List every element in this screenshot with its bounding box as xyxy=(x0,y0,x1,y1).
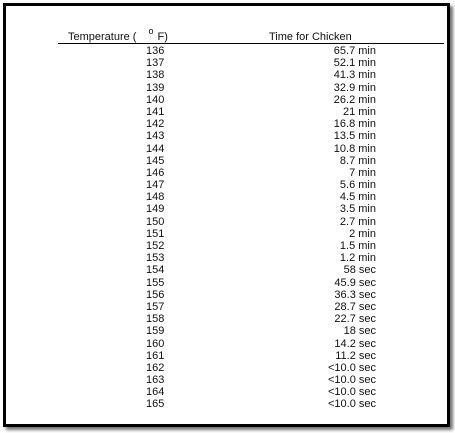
table-row xyxy=(58,191,444,203)
time-cell: 4.5 min xyxy=(339,191,376,204)
time-cell: 28.7 sec xyxy=(334,300,376,313)
temperature-cell: 137 xyxy=(146,57,165,70)
table-header xyxy=(58,27,444,44)
table-row xyxy=(58,216,444,228)
temperature-cell: 148 xyxy=(146,191,165,204)
time-cell: 32.9 min xyxy=(333,81,376,94)
time-cell: <10.0 sec xyxy=(327,374,376,387)
table-row xyxy=(58,228,444,240)
temperature-cell: 155 xyxy=(146,276,165,289)
temperature-cell: 158 xyxy=(146,313,165,326)
time-cell: 8.7 min xyxy=(339,154,376,167)
time-cell: 18 sec xyxy=(343,325,376,338)
table-row xyxy=(58,289,444,301)
time-cell: 26.2 min xyxy=(333,93,376,106)
temperature-cell: 140 xyxy=(146,93,165,106)
temperature-column-header xyxy=(68,26,168,43)
temperature-cell: 136 xyxy=(146,45,165,57)
cooking-time-table xyxy=(58,27,444,411)
table-row xyxy=(58,240,444,252)
temperature-cell: 154 xyxy=(146,264,165,277)
temperature-header-suffix: F) xyxy=(157,31,168,43)
time-cell: 22.7 sec xyxy=(334,313,376,326)
temperature-cell: 162 xyxy=(146,361,165,374)
table-row xyxy=(58,338,444,350)
table-row xyxy=(58,374,444,386)
time-cell: <10.0 sec xyxy=(327,361,376,374)
document-frame xyxy=(3,3,450,427)
time-cell: 5.6 min xyxy=(339,179,376,192)
table-row xyxy=(58,57,444,69)
table-body xyxy=(58,45,444,411)
temperature-cell: 159 xyxy=(146,325,165,338)
time-cell: 45.9 sec xyxy=(334,276,376,289)
temperature-cell: 164 xyxy=(146,386,165,399)
time-cell: 7 min xyxy=(349,166,376,179)
table-row xyxy=(58,45,444,57)
table-row xyxy=(58,386,444,398)
time-cell: 13.5 min xyxy=(333,130,376,143)
table-row xyxy=(58,277,444,289)
temperature-cell: 157 xyxy=(146,300,165,313)
table-row xyxy=(58,179,444,191)
temperature-cell: 165 xyxy=(146,398,165,411)
temperature-cell: 144 xyxy=(146,142,165,155)
table-row xyxy=(58,143,444,155)
time-cell: 58 sec xyxy=(343,264,376,277)
time-column-header: Time for Chicken xyxy=(269,31,352,43)
time-cell: 1.5 min xyxy=(339,240,376,252)
time-cell: 11.2 sec xyxy=(335,349,376,362)
temperature-cell: 147 xyxy=(146,179,165,192)
time-cell: 21 min xyxy=(342,105,376,118)
table-row xyxy=(58,350,444,362)
table-row xyxy=(58,167,444,179)
time-cell: <10.0 sec xyxy=(327,398,376,411)
time-cell: 14.2 sec xyxy=(334,337,376,350)
time-cell: 41.3 min xyxy=(333,69,376,82)
temperature-cell: 138 xyxy=(146,69,165,82)
temperature-cell: 156 xyxy=(146,288,165,301)
temperature-cell: 143 xyxy=(146,130,165,143)
temperature-cell: 150 xyxy=(146,215,165,228)
table-row xyxy=(58,325,444,337)
degree-symbol: o xyxy=(148,26,154,36)
temperature-cell: 160 xyxy=(146,337,165,350)
temperature-cell: 151 xyxy=(146,227,165,240)
time-cell: 36.3 sec xyxy=(334,288,376,301)
temperature-cell: 149 xyxy=(146,203,165,216)
time-cell: 65.7 min xyxy=(333,45,376,57)
temperature-cell: 163 xyxy=(146,374,165,387)
temperature-cell: 142 xyxy=(146,118,165,131)
table-row xyxy=(58,264,444,276)
table-row xyxy=(58,69,444,81)
table-row xyxy=(58,118,444,130)
table-row xyxy=(58,82,444,94)
table-row xyxy=(58,94,444,106)
table-row xyxy=(58,252,444,264)
table-row xyxy=(58,398,444,410)
table-row xyxy=(58,130,444,142)
time-cell: 52.1 min xyxy=(333,57,376,70)
time-cell: <10.0 sec xyxy=(327,386,376,399)
table-row xyxy=(58,203,444,215)
table-row xyxy=(58,313,444,325)
temperature-cell: 139 xyxy=(146,81,165,94)
time-cell: 16.8 min xyxy=(333,118,376,131)
temperature-cell: 141 xyxy=(146,105,165,118)
table-row xyxy=(58,106,444,118)
temperature-cell: 153 xyxy=(146,252,165,265)
temperature-header-prefix: Temperature ( xyxy=(68,31,137,43)
table-row xyxy=(58,362,444,374)
time-cell: 10.8 min xyxy=(333,142,376,155)
time-cell: 2 min xyxy=(349,227,376,240)
time-cell: 2.7 min xyxy=(339,215,376,228)
temperature-cell: 146 xyxy=(146,166,165,179)
temperature-cell: 152 xyxy=(146,240,165,252)
table-row xyxy=(58,301,444,313)
table-row xyxy=(58,155,444,167)
temperature-cell: 145 xyxy=(146,154,165,167)
temperature-cell: 161 xyxy=(146,349,165,362)
time-cell: 3.5 min xyxy=(339,203,376,216)
time-cell: 1.2 min xyxy=(339,252,376,265)
